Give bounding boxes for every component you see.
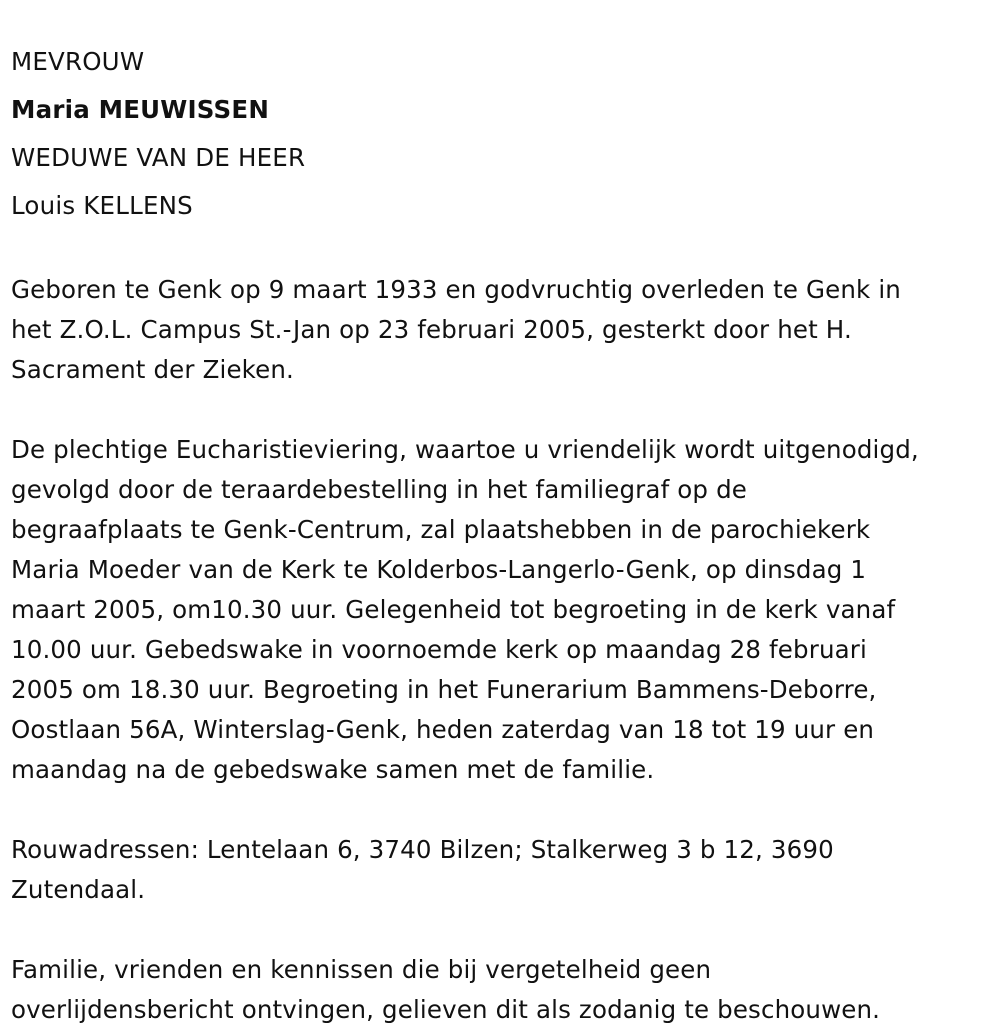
text-line: De plechtige Eucharistieviering, waartoe u vriendelijk wordt uitgenodigd, — [11, 435, 919, 464]
birth-death-paragraph — [11, 270, 1000, 390]
text-line: Maria Moeder van de Kerk te Kolderbos-Langerlo-Genk, op dinsdag 1 — [11, 555, 867, 584]
text-line: 10.00 uur. Gebedswake in voornoemde kerk op maandag 28 februari — [11, 635, 867, 664]
text-line: overlijdensbericht ontvingen, gelieven dit als zodanig te beschouwen. — [11, 995, 881, 1024]
text-line: 2005 om 18.30 uur. Begroeting in het Funerarium Bammens-Deborre, — [11, 675, 877, 704]
salutation: MEVROUW — [11, 47, 145, 76]
text-line: begraafplaats te Genk-Centrum, zal plaatshebben in de parochiekerk — [11, 515, 871, 544]
family-note-paragraph — [11, 950, 1000, 1030]
service-paragraph — [11, 430, 1000, 790]
text-line: Sacrament der Zieken. — [11, 355, 294, 384]
spouse-name: Louis KELLENS — [11, 191, 193, 220]
text-line: Oostlaan 56A, Winterslag-Genk, heden zaterdag van 18 tot 19 uur en — [11, 715, 875, 744]
deceased-name: Maria MEUWISSEN — [11, 95, 270, 124]
text-line: gevolgd door de teraardebestelling in het familiegraf op de — [11, 475, 747, 504]
text-line: Rouwadressen: Lentelaan 6, 3740 Bilzen; Stalkerweg 3 b 12, 3690 — [11, 835, 834, 864]
text-line: maart 2005, om10.30 uur. Gelegenheid tot begroeting in de kerk vanaf — [11, 595, 896, 624]
text-line: het Z.O.L. Campus St.-Jan op 23 februari 2005, gesterkt door het H. — [11, 315, 852, 344]
text-line: Zutendaal. — [11, 875, 146, 904]
text-line: Geboren te Genk op 9 maart 1933 en godvruchtig overleden te Genk in — [11, 275, 901, 304]
text-line: Familie, vrienden en kennissen die bij vergetelheid geen — [11, 955, 712, 984]
relation-line: WEDUWE VAN DE HEER — [11, 143, 306, 172]
mourning-addresses-paragraph — [11, 830, 1000, 910]
text-line: maandag na de gebedswake samen met de familie. — [11, 755, 655, 784]
